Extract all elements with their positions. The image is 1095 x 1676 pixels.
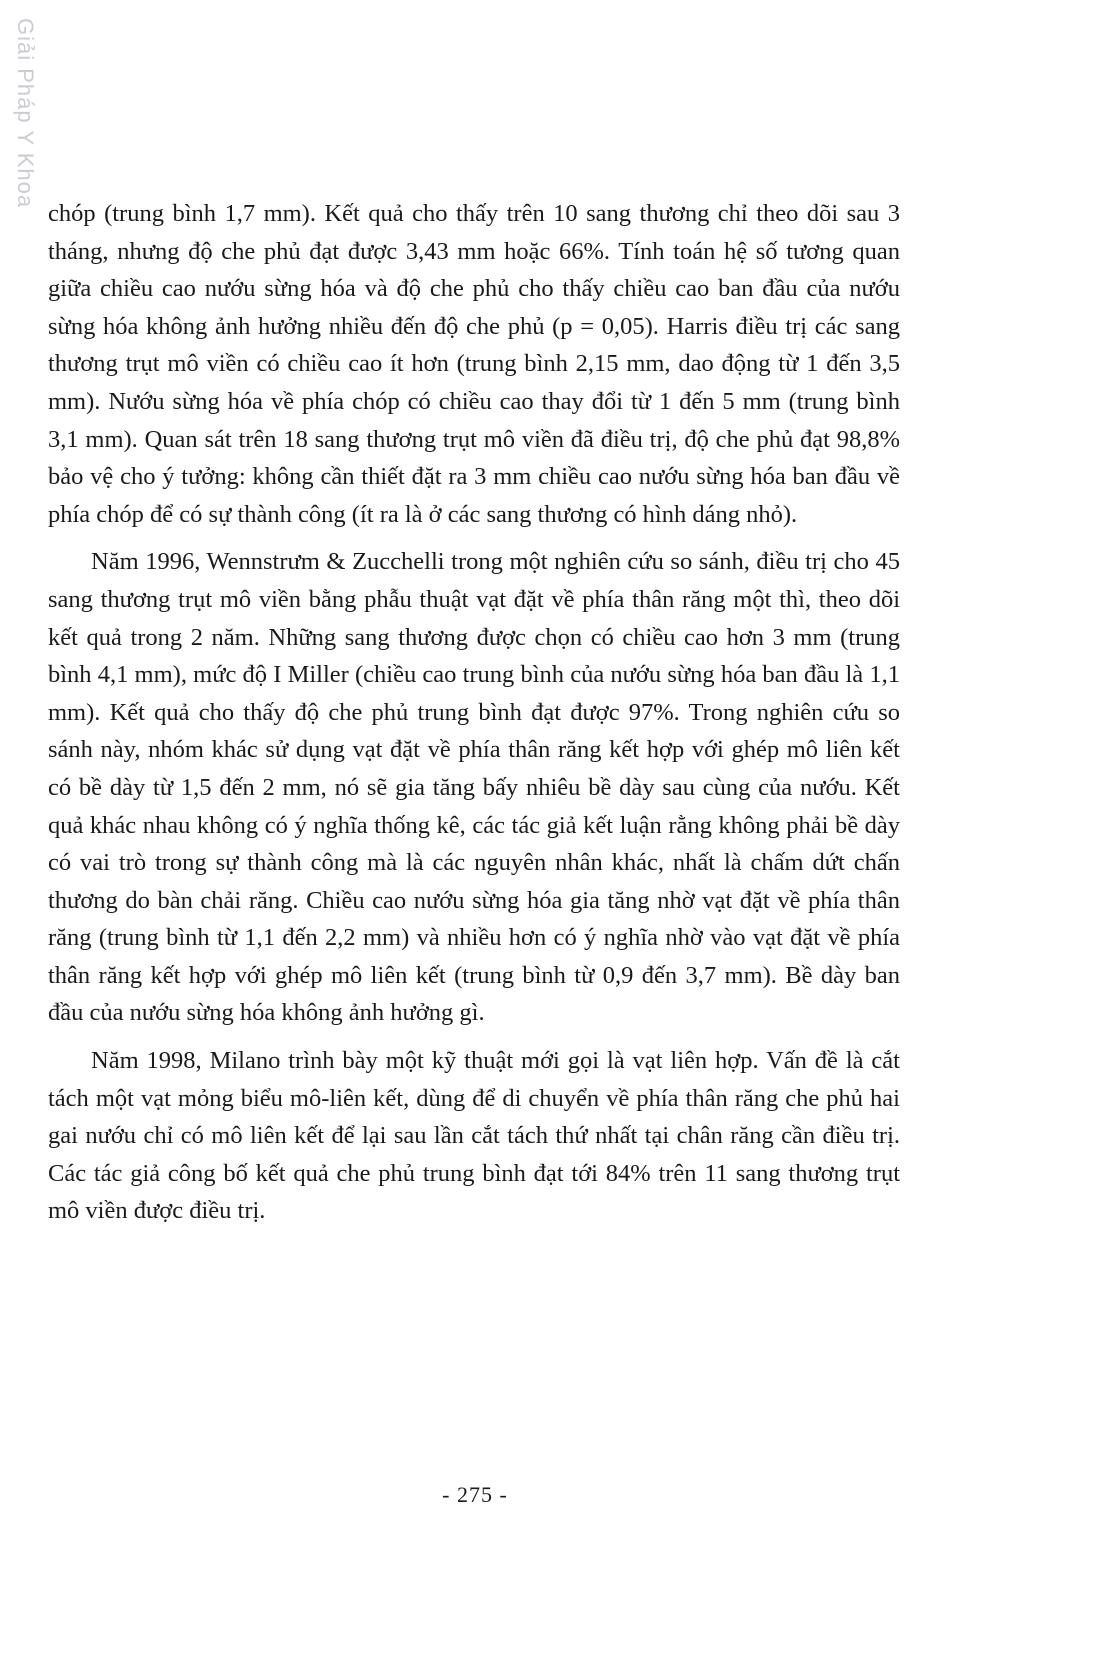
- paragraph-wennstrom: Năm 1996, Wennstrưm & Zucchelli trong một nghiên cứu so sánh, điều trị cho 45 sang thương trụt mô viền bằng phẫu thuật vạt đặt về phía thân răng một thì, theo dõi kết quả trong 2 năm. Những sang thương được chọn có chiều cao hơn 3 mm (trung bình 4,1 mm), mức độ I Miller (chiều cao trung bình của nướu sừng hóa ban đầu là 1,1 mm). Kết quả cho thấy độ che phủ trung bình đạt được 97%. Trong nghiên cứu so sánh này, nhóm khác sử dụng vạt đặt về phía thân răng kết hợp với ghép mô liên kết có bề dày từ 1,5 đến 2 mm, nó sẽ gia tăng bấy nhiêu bề dày sau cùng của nướu. Kết quả khác nhau không có ý nghĩa thống kê, các tác giả kết luận rằng không phải bề dày có vai trò trong sự thành công mà là các nguyên nhân khác, nhất là chấm dứt chấn thương do bàn chải răng. Chiều cao nướu sừng hóa gia tăng nhờ vạt đặt về phía thân răng (trung bình từ 1,1 đến 2,2 mm) và nhiều hơn có ý nghĩa nhờ vào vạt đặt về phía thân răng kết hợp với ghép mô liên kết (trung bình từ 0,9 đến 3,7 mm). Bề dày ban đầu của nướu sừng hóa không ảnh hưởng gì.: [48, 548, 900, 1027]
- watermark-text: Giải Pháp Y Khoa: [13, 18, 38, 209]
- page-number: - 275 -: [442, 1482, 508, 1507]
- paragraph-milano: Năm 1998, Milano trình bày một kỹ thuật mới gọi là vạt liên hợp. Vấn đề là cắt tách một vạt mỏng biểu mô-liên kết, dùng để di chuyển về phía thân răng che phủ hai gai nướu chỉ có mô liên kết để lại sau lần cắt tách thứ nhất tại chân răng cần điều trị. Các tác giả công bố kết quả che phủ trung bình đạt tới 84% trên 11 sang thương trụt mô viền được điều trị.: [48, 1047, 900, 1225]
- paragraph-continued: chóp (trung bình 1,7 mm). Kết quả cho thấy trên 10 sang thương chỉ theo dõi sau 3 tháng, nhưng độ che phủ đạt được 3,43 mm hoặc 66%. Tính toán hệ số tương quan giữa chiều cao nướu sừng hóa và độ che phủ cho thấy chiều cao ban đầu của nướu sừng hóa không ảnh hưởng nhiều đến độ che phủ (p = 0,05). Harris điều trị các sang thương trụt mô viền có chiều cao ít hơn (trung bình 2,15 mm, dao động từ 1 đến 3,5 mm). Nướu sừng hóa về phía chóp có chiều cao thay đổi từ 1 đến 5 mm (trung bình 3,1 mm). Quan sát trên 18 sang thương trụt mô viền đã điều trị, độ che phủ đạt 98,8% bảo vệ cho ý tưởng: không cần thiết đặt ra 3 mm chiều cao nướu sừng hóa ban đầu về phía chóp để có sự thành công (ít ra là ở các sang thương có hình dáng nhỏ).: [48, 200, 900, 528]
- page-body: [48, 195, 900, 1230]
